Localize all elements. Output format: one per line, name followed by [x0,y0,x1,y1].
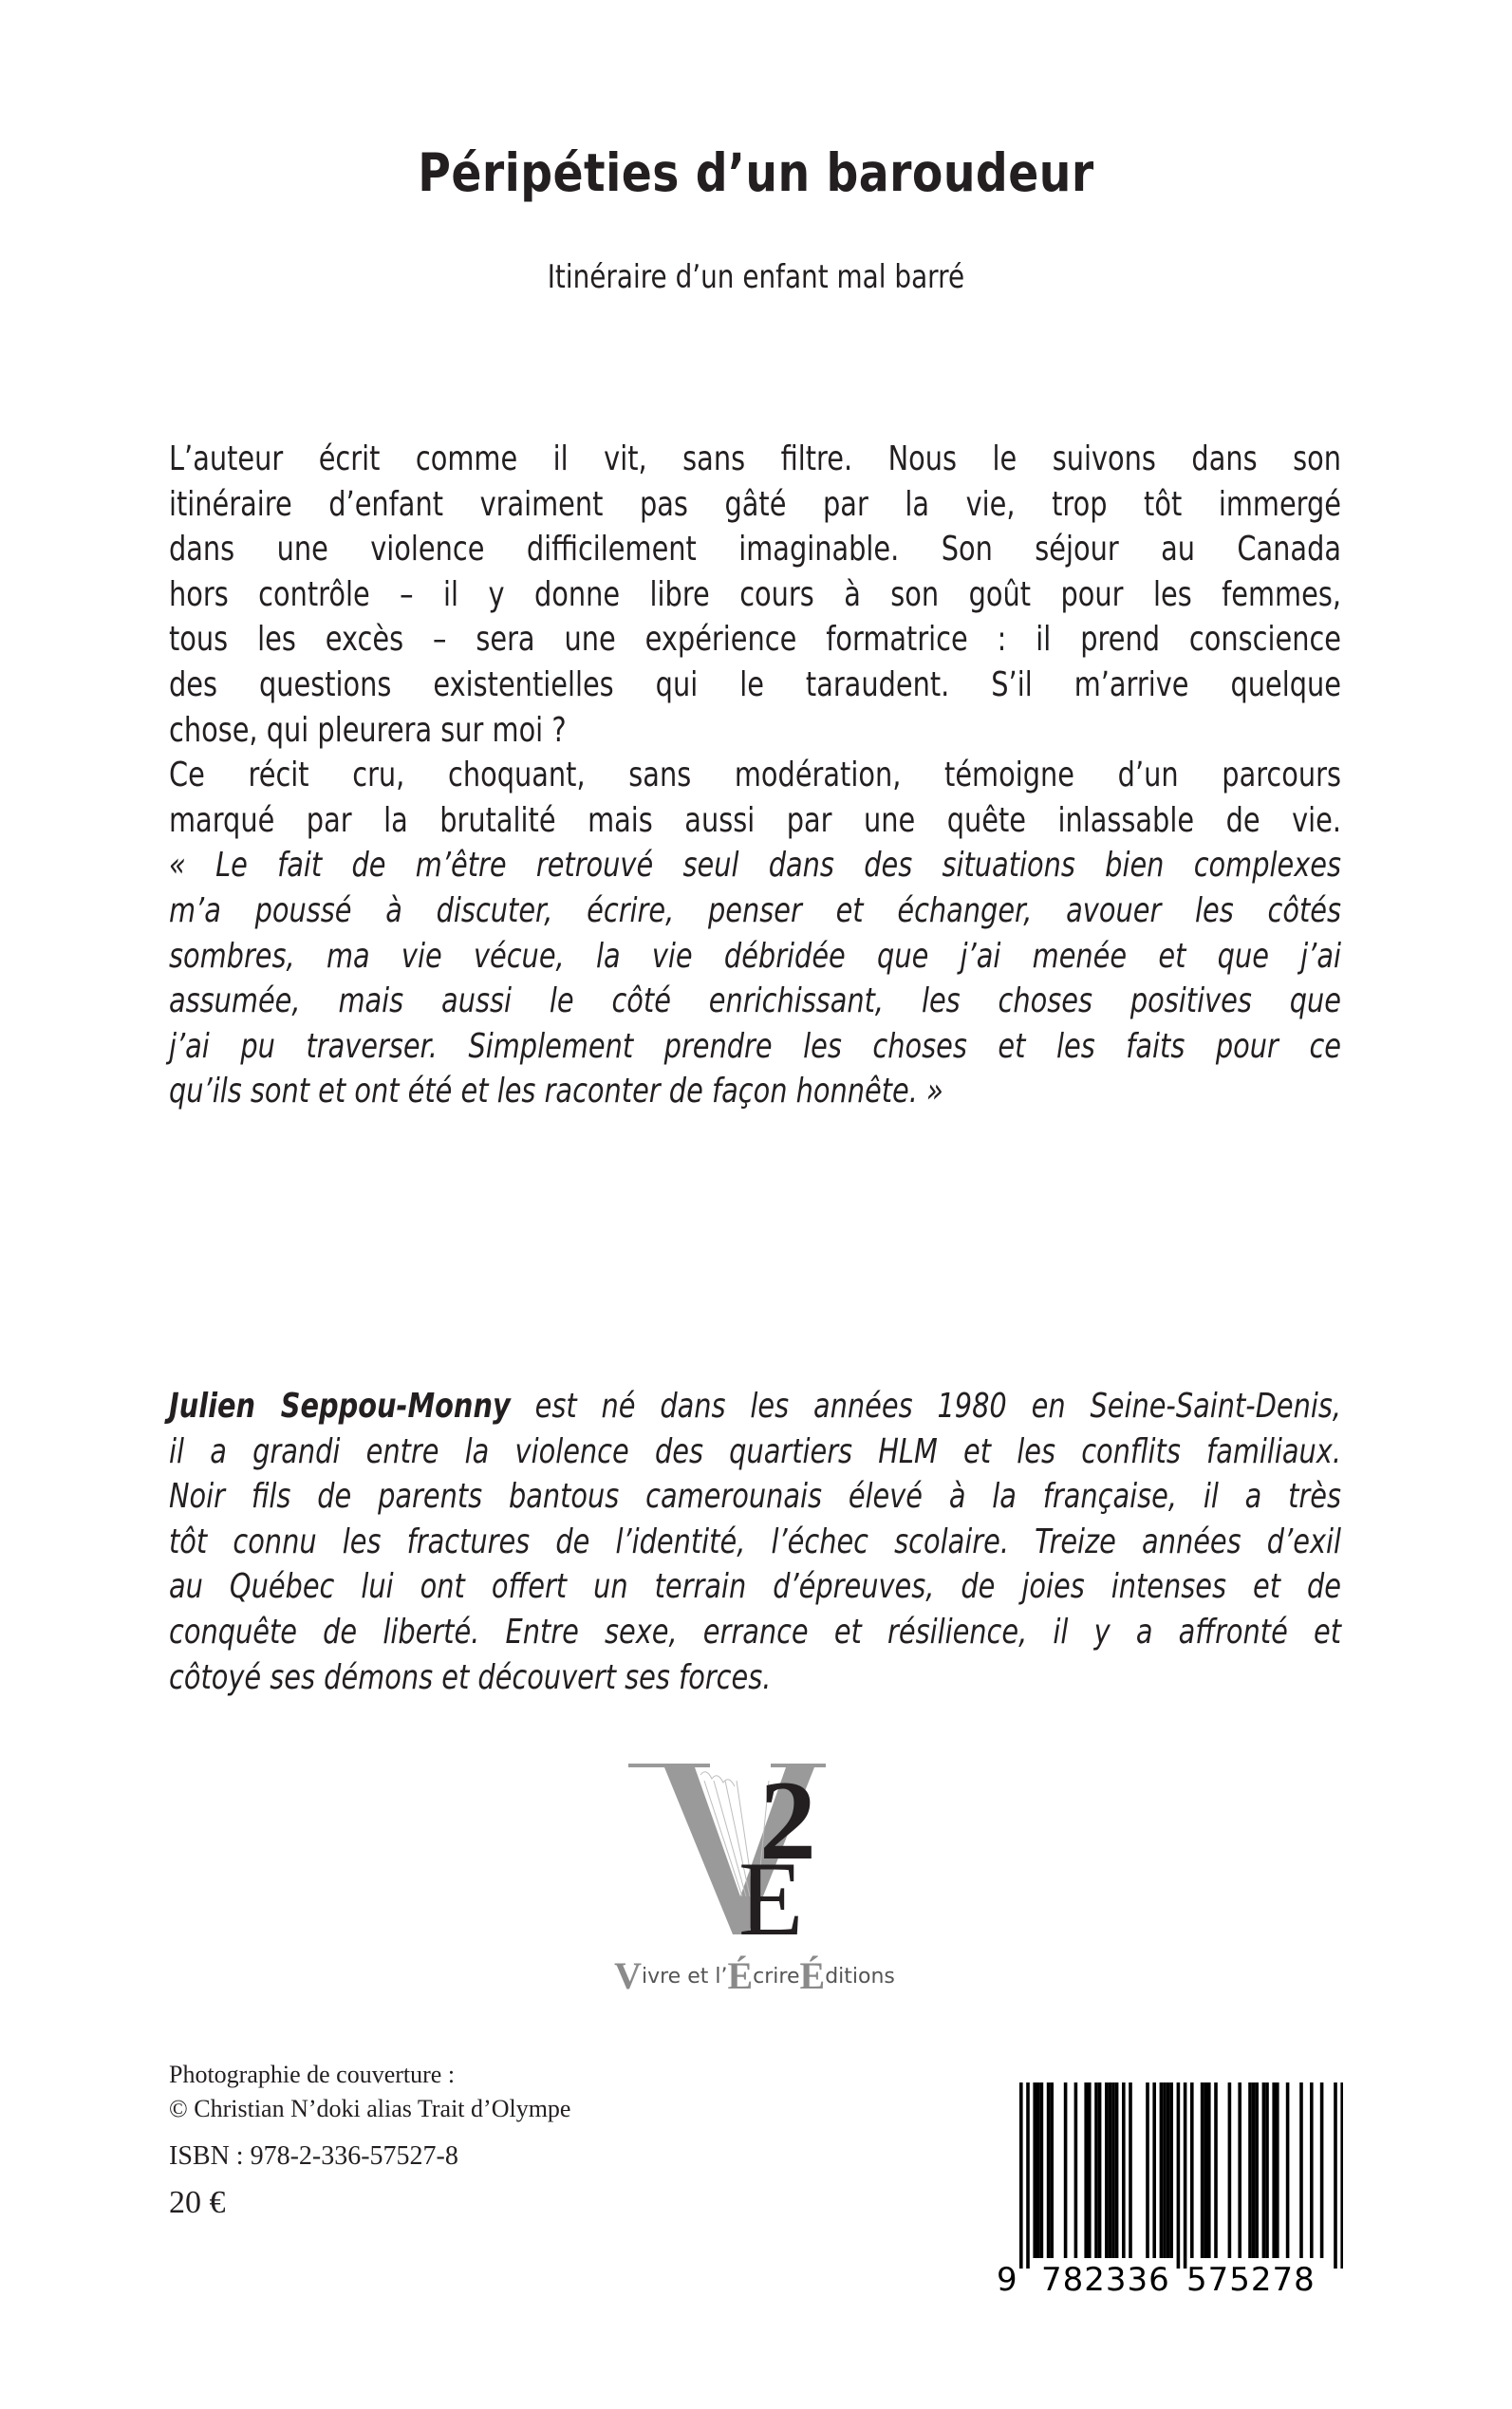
blurb-line: hors contrôle – il y donne libre cours à son goût pour les femmes, [169,574,1341,614]
blurb-line: L’auteur écrit comme il vit, sans filtre. Nous le suivons dans son [169,439,1341,478]
quote-line: j’ai pu traverser. Simplement prendre les choses et les faits pour ce [169,1026,1341,1066]
quote-line: assumée, mais aussi le côté enrichissant, les choses positives que [169,981,1341,1021]
blurb-line: tous les excès – sera une expérience formatrice : il prend conscience [169,620,1341,660]
photo-credit-name: © Christian N’doki alias Trait d’Olympe [169,2095,571,2122]
barcode-lead-digit: 9 [997,2261,1018,2299]
barcode-right-digits: 575278 [1186,2261,1316,2299]
quote-line: « Le fait de m’être retrouvé seul dans des situations bien complexes [169,846,1341,886]
author-bio [169,1384,1341,1700]
blurb-line: chose, qui pleurera sur moi ? [169,710,567,750]
blurb-line: itinéraire d’enfant vraiment pas gâté par la vie, trop tôt immergé [169,484,1341,524]
blurb-section [169,437,1341,1114]
publisher-logo-icon [626,1754,883,1944]
author-name: Julien Seppou-Monny [169,1387,511,1426]
price: 20 € [169,2185,226,2220]
blurb-line: marqué par la brutalité mais aussi par une quête inlassable de vie. [169,800,1341,840]
bio-line: conquête de liberté. Entre sexe, errance et résilience, il y a affronté et [169,1612,1341,1652]
quote-line: m’a poussé à discuter, écrire, penser et échanger, avouer les côtés [169,890,1341,930]
book-title: Péripéties d’un baroudeur [418,142,1094,203]
barcode-left-digits: 782336 [1041,2261,1170,2299]
svg-text:2: 2 [759,1757,816,1883]
quote-line: qu’ils sont et ont été et les raconter de façon honnête. » [169,1072,943,1111]
photo-credit-label: Photographie de couverture : [169,2061,456,2088]
bio-line: au Québec lui ont offert un terrain d’épreuves, de joies intenses et de [169,1567,1341,1607]
bio-line: Noir fils de parents bantous camerounais élevé à la française, il a très [169,1477,1341,1517]
quote-line: sombres, ma vie vécue, la vie débridée que j’ai menée et que j’ai [169,936,1341,976]
bio-line: tôt connu les fractures de l’identité, l’échec scolaire. Treize années d’exil [169,1522,1341,1561]
publisher-name: Vivre et l’ÉcrireÉditions [614,1954,895,1997]
isbn: ISBN : 978-2-336-57527-8 [169,2141,458,2171]
blurb-line: des questions existentielles qui le taraudent. S’il m’arrive quelque [169,664,1341,704]
photo-credits [169,2058,570,2126]
blurb-line: dans une violence difficilement imaginable. Son séjour au Canada [169,530,1341,570]
svg-text:E: E [738,1840,804,1944]
bio-line: côtoyé ses démons et découvert ses forces. [169,1657,772,1697]
blurb-line: Ce récit cru, choquant, sans modération, témoigne d’un parcours [169,756,1341,795]
book-subtitle: Itinéraire d’un enfant mal barré [547,258,965,296]
bio-line: Julien Seppou-Monny est né dans les années 1980 en Seine-Saint-Denis, [169,1387,1342,1426]
bio-line: il a grandi entre la violence des quartiers HLM et les conflits familiaux. [169,1431,1341,1471]
